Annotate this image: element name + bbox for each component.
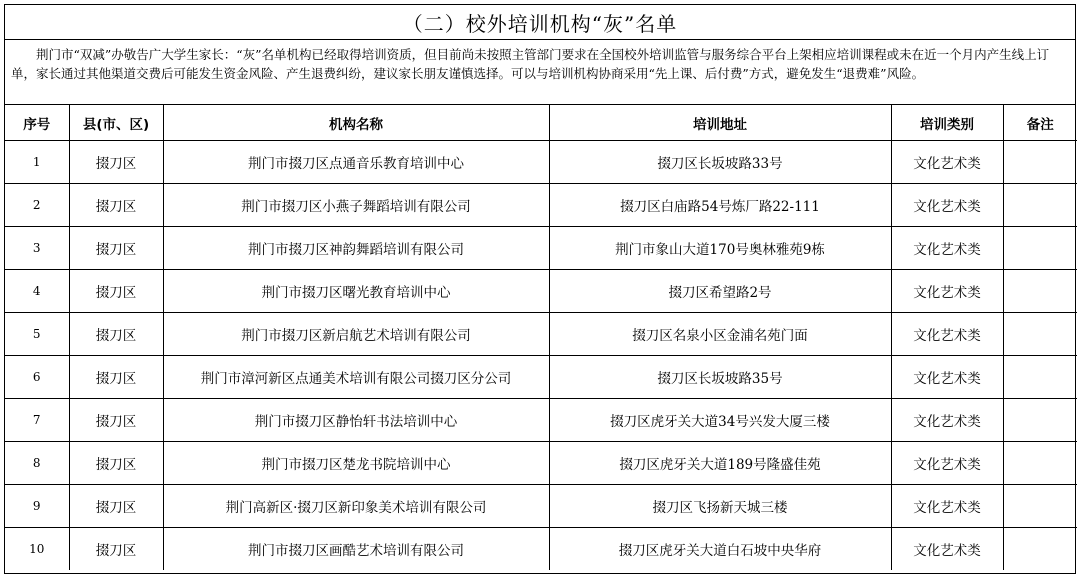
row-number: 2 — [5, 184, 69, 227]
row-institution-name: 荆门市掇刀区神韵舞蹈培训有限公司 — [163, 227, 549, 270]
row-category: 文化艺术类 — [891, 227, 1003, 270]
row-category: 文化艺术类 — [891, 485, 1003, 528]
column-header-category: 培训类别 — [891, 105, 1003, 141]
row-remark — [1003, 356, 1077, 399]
row-remark — [1003, 442, 1077, 485]
row-institution-name: 荆门市掇刀区画酷艺术培训有限公司 — [163, 528, 549, 571]
row-district: 掇刀区 — [69, 184, 163, 227]
table-row — [5, 184, 1077, 227]
gray-list-sheet — [4, 4, 1076, 574]
row-address: 掇刀区名泉小区金浦名苑门面 — [549, 313, 891, 356]
row-address: 荆门市象山大道170号奥林雅苑9栋 — [549, 227, 891, 270]
row-category: 文化艺术类 — [891, 442, 1003, 485]
row-category: 文化艺术类 — [891, 313, 1003, 356]
row-institution-name: 荆门市掇刀区静怡轩书法培训中心 — [163, 399, 549, 442]
row-institution-name: 荆门高新区·掇刀区新印象美术培训有限公司 — [163, 485, 549, 528]
column-header-remark: 备注 — [1003, 105, 1077, 141]
row-number: 7 — [5, 399, 69, 442]
row-remark — [1003, 485, 1077, 528]
table-row — [5, 313, 1077, 356]
page-title: （二）校外培训机构“灰”名单 — [5, 5, 1075, 40]
row-address: 掇刀区希望路2号 — [549, 270, 891, 313]
table-row — [5, 141, 1077, 184]
row-category: 文化艺术类 — [891, 528, 1003, 571]
table-row — [5, 399, 1077, 442]
row-remark — [1003, 313, 1077, 356]
row-number: 10 — [5, 528, 69, 571]
row-address: 掇刀区虎牙关大道189号隆盛佳苑 — [549, 442, 891, 485]
row-number: 1 — [5, 141, 69, 184]
row-remark — [1003, 399, 1077, 442]
row-address: 掇刀区白庙路54号炼厂路22-111 — [549, 184, 891, 227]
row-number: 9 — [5, 485, 69, 528]
row-district: 掇刀区 — [69, 356, 163, 399]
row-number: 3 — [5, 227, 69, 270]
table-row — [5, 485, 1077, 528]
row-number: 4 — [5, 270, 69, 313]
row-district: 掇刀区 — [69, 227, 163, 270]
row-institution-name: 荆门市漳河新区点通美术培训有限公司掇刀区分公司 — [163, 356, 549, 399]
row-address: 掇刀区长坂坡路33号 — [549, 141, 891, 184]
row-number: 6 — [5, 356, 69, 399]
table-row — [5, 356, 1077, 399]
row-remark — [1003, 141, 1077, 184]
table-row — [5, 227, 1077, 270]
row-institution-name: 荆门市掇刀区新启航艺术培训有限公司 — [163, 313, 549, 356]
row-district: 掇刀区 — [69, 485, 163, 528]
notice-paragraph: 荆门市“双减”办敬告广大学生家长：“灰”名单机构已经取得培训资质，但目前尚未按照主管部门要求在全国校外培训监管与服务综合平台上架相应培训课程或未在近一个月内产生线上订单，家长通过其他渠道交费后可能发生资金风险、产生退费纠纷，建议家长朋友谨慎选择。可以与培训机构协商采用“先上课、后付费”方式，避免发生“退费难”风险。 — [5, 40, 1075, 105]
table-row — [5, 528, 1077, 571]
row-category: 文化艺术类 — [891, 184, 1003, 227]
row-number: 8 — [5, 442, 69, 485]
row-number: 5 — [5, 313, 69, 356]
row-remark — [1003, 227, 1077, 270]
table-row — [5, 442, 1077, 485]
row-institution-name: 荆门市掇刀区曙光教育培训中心 — [163, 270, 549, 313]
row-category: 文化艺术类 — [891, 399, 1003, 442]
table-header-row — [5, 105, 1077, 141]
row-category: 文化艺术类 — [891, 270, 1003, 313]
row-address: 掇刀区飞扬新天城三楼 — [549, 485, 891, 528]
table-row — [5, 270, 1077, 313]
column-header-address: 培训地址 — [549, 105, 891, 141]
row-district: 掇刀区 — [69, 270, 163, 313]
row-category: 文化艺术类 — [891, 141, 1003, 184]
row-category: 文化艺术类 — [891, 356, 1003, 399]
row-institution-name: 荆门市掇刀区点通音乐教育培训中心 — [163, 141, 549, 184]
row-district: 掇刀区 — [69, 399, 163, 442]
row-remark — [1003, 270, 1077, 313]
row-institution-name: 荆门市掇刀区小燕子舞蹈培训有限公司 — [163, 184, 549, 227]
row-remark — [1003, 184, 1077, 227]
institution-table — [5, 105, 1077, 570]
column-header-name: 机构名称 — [163, 105, 549, 141]
column-header-no: 序号 — [5, 105, 69, 141]
row-address: 掇刀区长坂坡路35号 — [549, 356, 891, 399]
row-address: 掇刀区虎牙关大道34号兴发大厦三楼 — [549, 399, 891, 442]
row-remark — [1003, 528, 1077, 571]
row-district: 掇刀区 — [69, 141, 163, 184]
column-header-district: 县(市、区) — [69, 105, 163, 141]
row-district: 掇刀区 — [69, 442, 163, 485]
row-district: 掇刀区 — [69, 313, 163, 356]
row-address: 掇刀区虎牙关大道白石坡中央华府 — [549, 528, 891, 571]
row-district: 掇刀区 — [69, 528, 163, 571]
row-institution-name: 荆门市掇刀区楚龙书院培训中心 — [163, 442, 549, 485]
